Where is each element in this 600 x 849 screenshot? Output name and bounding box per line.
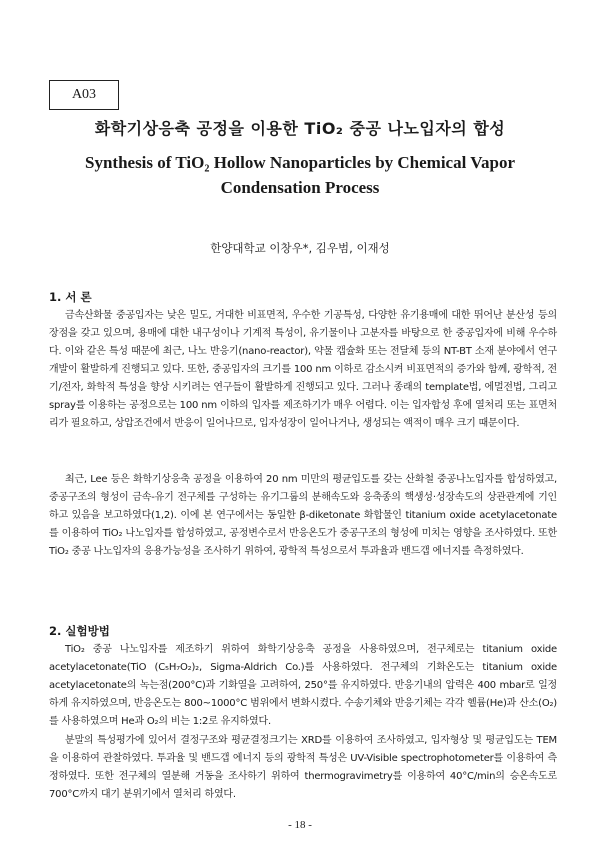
page-number: - 18 - xyxy=(288,819,312,831)
title-english: Synthesis of TiO₂ Hollow Nanoparticles by Chemical Vapor Condensation Process xyxy=(85,153,515,197)
authors: 한양대학교 이창우*, 김우범, 이재성 xyxy=(210,241,390,255)
abstract-code-box: A03 xyxy=(49,80,119,110)
section1-paragraph-2: 최근, Lee 등은 화학기상응축 공정을 이용하여 20 nm 미만의 평균입도를 갖는 산화철 중공나노입자를 합성하였고, 중공구조의 형성이 금속-유기 전구체를 구성하는 유기그룹의 분해속도와 응축종의 핵생성·성장속도의 상관관계에 기인하고 있음을 보고하였다(1,2). 이에 본 연구에서는 동일한 β-diketonate 화합물인 titanium oxide acetylacetonate를 이용하여 TiO₂ 나노입자를 합성하였고, 공정변수로서 반응온도가 중공구조의 형성에 미치는 영향을 조사하였다. 또한 TiO₂ 중공 나노입자의 응용가능성을 조사하기 위하여, 광학적 특성으로서 투과율과 밴드갭 에너지를 측정하였다. xyxy=(49,474,557,557)
section2-paragraph-2: 분말의 특성평가에 있어서 결정구조와 평균결정크기는 XRD를 이용하여 조사하였고, 입자형상 및 평균입도는 TEM을 이용하여 관찰하였다. 투과율 및 밴드갭 에너지 등의 광학적 특성은 UV-Visible spectrophotometer를 이용하여 측정하였다. 또한 전구체의 열분해 거동을 조사하기 위하여 thermogravimetry를 이용하여 40°C/min의 승온속도로 700°C까지 대기 분위기에서 열처리 하였다. xyxy=(49,735,557,800)
title-korean: 화학기상응축 공정을 이용한 TiO₂ 중공 나노입자의 합성 xyxy=(94,119,506,138)
section1-heading: 1. 서 론 xyxy=(49,290,92,304)
section2-paragraph-1: TiO₂ 중공 나노입자를 제조하기 위하여 화학기상응축 공정을 사용하였으며, 전구체로는 titanium oxide acetylacetonate(TiO (C₅H₇O₂)₂, Sigma-Aldrich Co.)를 사용하였다. 전구체의 기화온도는 titanium oxide acetylacetonate의 녹는점(200°C)과 기화열을 고려하여, 250°를 유지하였다. 반응기내의 압력은 400 mbar로 일정하게 유지하였으며, 반응온도는 800~1000°C 범위에서 변화시켰다. 수송기체와 반응기체는 각각 헬륨(He)과 산소(O₂)를 사용하였으며 He과 O₂의 비는 1:2로 유지하였다. xyxy=(49,644,557,727)
section1-paragraph-1: 금속산화물 중공입자는 낮은 밀도, 거대한 비표면적, 우수한 기공특성, 다양한 유기용매에 대한 뛰어난 분산성 등의 장점을 갖고 있으며, 용매에 대한 내구성이나 기계적 특성이, 유기물이나 고분자를 바탕으로 한 중공입자에 비해 우수하다. 이와 같은 특성 때문에 최근, 나노 반응기(nano-reactor), 약물 캡슐화 또는 전달체 등의 NT-BT 소재 분야에서 연구개발이 활발하게 진행되고 있다. 또한, 중공입자의 크기를 100 nm 이하로 감소시켜 비표면적의 증가와 함께, 광학적, 전기/전자, 화학적 특성을 향상 시키려는 연구들이 활발하게 진행되고 있다. 그러나 종래의 template법, 에멀전법, 그리고 spray를 이용하는 공정으로는 100 nm 이하의 입자를 제조하기가 매우 어렵다. 이는 입자합성 후에 열처리 또는 표면처리가 필요하고, 상압조건에서 반응이 일어나므로, 입자성장이 일어나거나, 생성되는 액적이 매우 크기 때문이다. xyxy=(49,310,557,429)
section2-heading: 2. 실험방법 xyxy=(49,624,110,638)
